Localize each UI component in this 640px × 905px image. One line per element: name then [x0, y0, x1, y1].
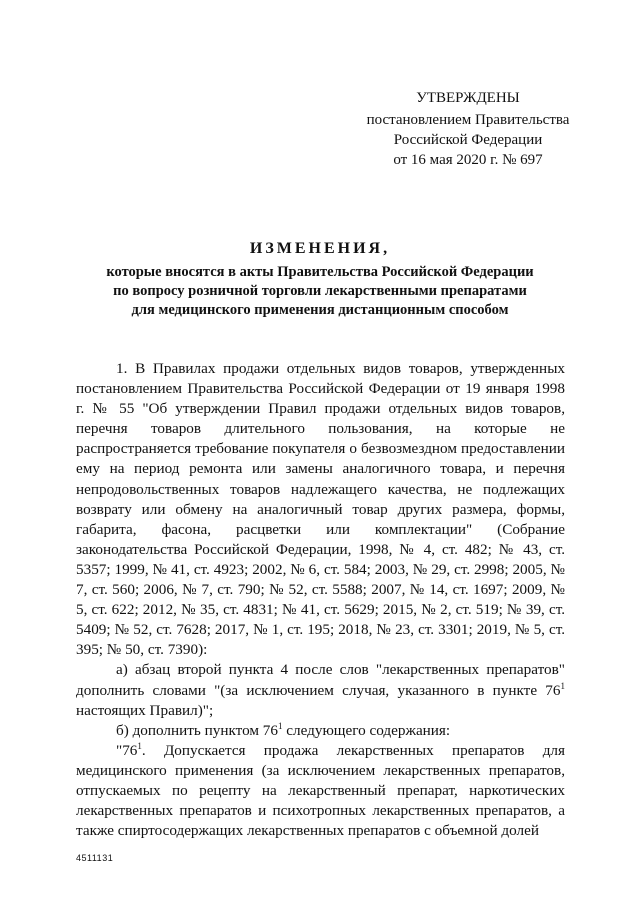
document-code: 4511131: [76, 853, 114, 863]
paragraph-3-superscript: 1: [277, 720, 283, 731]
paragraph-2: [76, 660, 565, 720]
approval-block: [348, 88, 588, 170]
subtitle-line-2: по вопросу розничной торговли лекарственными препаратами: [113, 283, 527, 299]
paragraph-4-superscript: 1: [137, 740, 142, 751]
paragraph-2-text-b: настоящих Правил)";: [76, 701, 214, 719]
document-body: [76, 359, 565, 841]
approval-line-3: от 16 мая 2020 г. № 697: [393, 152, 543, 168]
paragraph-3-text-a: б) дополнить пунктом 76: [116, 721, 278, 739]
paragraph-2-text-a: а) абзац второй пункта 4 после слов "лекарственных препаратов" дополнить словами "(за исключением случая, указанного в пункте 76: [76, 661, 565, 699]
subtitle-line-1: которые вносятся в акты Правительства Российской Федерации: [106, 264, 534, 280]
paragraph-3: [76, 721, 565, 741]
paragraph-3-text-b: следующего содержания:: [282, 721, 451, 739]
approval-line-2: Российской Федерации: [393, 132, 543, 148]
subtitle-line-3: для медицинского применения дистанционным способом: [131, 302, 509, 318]
approval-heading: УТВЕРЖДЕНЫ: [416, 90, 520, 106]
paragraph-1: 1. В Правилах продажи отдельных видов товаров, утвержденных постановлением Правительства Российской Федерации от 19 января 1998 г. № 55 "Об утверждении Правил продажи отдельных видов товаров, перечня товаров длительного пользования, на которые не распространяется требование покупателя о безвозмездном предоставлении ему на период ремонта или замены аналогичного товара, и перечня непродовольственных товаров надлежащего качества, не подлежащих возврату или обмену на аналогичный товар других размера, формы, габарита, фасона, расцветки или комплектации" (Собрание законодательства Российской Федерации, 1998, № 4, ст. 482; № 43, ст. 5357; 1999, № 41, ст. 4923; 2002, № 6, ст. 584; 2003, № 29, ст. 2998; 2005, № 7, ст. 560; 2006, № 7, ст. 790; № 52, ст. 5588; 2007, № 14, ст. 1697; 2009, № 5, ст. 622; 2012, № 35, ст. 4831; № 41, ст. 5629; 2015, № 2, ст. 519; № 39, ст. 5409; № 52, ст. 7628; 2017, № 1, ст. 195; 2018, № 23, ст. 3301; 2019, № 5, ст. 395; № 50, ст. 7390):: [76, 360, 565, 659]
paragraph-4-text-a: "76: [116, 741, 138, 759]
document-title: ИЗМЕНЕНИЯ,: [249, 240, 391, 257]
document-subtitle: [70, 263, 570, 320]
approval-line-1: постановлением Правительства: [366, 112, 570, 128]
paragraph-4-text-b: . Допускается продажа лекарственных препаратов для медицинского применения (за исключением лекарственных препаратов, отпускаемых по рецепту на лекарственный препарат, наркотических лекарственных препаратов и психотропных лекарственных препаратов, а также спиртосодержащих лекарственных препаратов с объемной долей: [76, 741, 565, 840]
paragraph-4: [76, 741, 565, 841]
paragraph-2-superscript: 1: [560, 680, 565, 691]
